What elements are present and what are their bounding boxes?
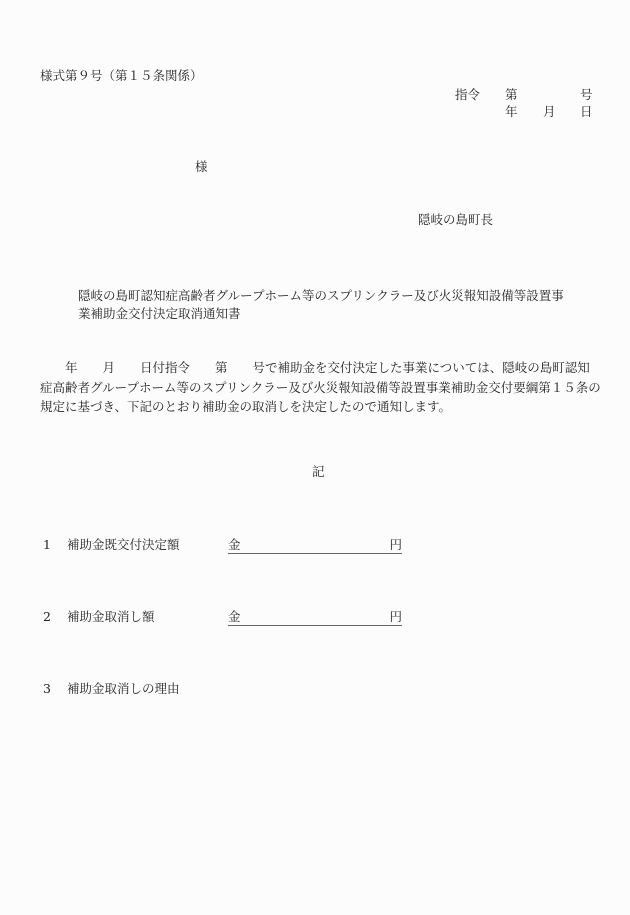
order-label: 指令 xyxy=(455,87,481,102)
body-line-3: 規定に基づき、下記のとおり補助金の取消しを決定したので通知します。 xyxy=(40,399,452,414)
item-label: 補助金取消し額 xyxy=(67,609,155,624)
order-go: 号 xyxy=(580,87,593,102)
amount-prefix: 金 xyxy=(228,609,241,624)
item-number: 2 xyxy=(43,609,51,624)
body-paragraph xyxy=(40,358,601,417)
amount-suffix: 円 xyxy=(389,537,402,552)
body-line-1: 年 月 日付指令 第 号で補助金を交付決定した事業については、隠岐の島町認知 xyxy=(40,360,590,375)
item-number: 1 xyxy=(43,537,51,552)
order-dai: 第 xyxy=(505,87,518,102)
item-number: 3 xyxy=(43,681,51,696)
amount-suffix: 円 xyxy=(389,609,402,624)
amount-field-cancelled xyxy=(228,611,402,626)
body-line-2: 症高齢者グループホーム等のスプリンクラー及び火災報知設備等設置事業補助金交付要綱第１５条の xyxy=(40,379,601,395)
addressee-suffix: 様 xyxy=(195,159,208,174)
issuer-name: 隠岐の島町長 xyxy=(418,212,494,227)
document-title xyxy=(78,287,564,323)
date-month: 月 xyxy=(543,104,556,119)
form-number: 様式第９号（第１５条関係） xyxy=(40,68,203,83)
date-year: 年 xyxy=(505,104,518,119)
item-label: 補助金既交付決定額 xyxy=(67,537,180,552)
amount-field-granted xyxy=(228,539,402,554)
ki-heading: 記 xyxy=(312,464,325,479)
title-line-1: 隠岐の島町認知症高齢者グループホーム等のスプリンクラー及び火災報知設備等設置事 xyxy=(78,288,564,303)
date-day: 日 xyxy=(580,104,593,119)
item-label: 補助金取消しの理由 xyxy=(67,681,180,696)
amount-prefix: 金 xyxy=(228,537,241,552)
title-line-2: 業補助金交付決定取消通知書 xyxy=(78,306,241,321)
